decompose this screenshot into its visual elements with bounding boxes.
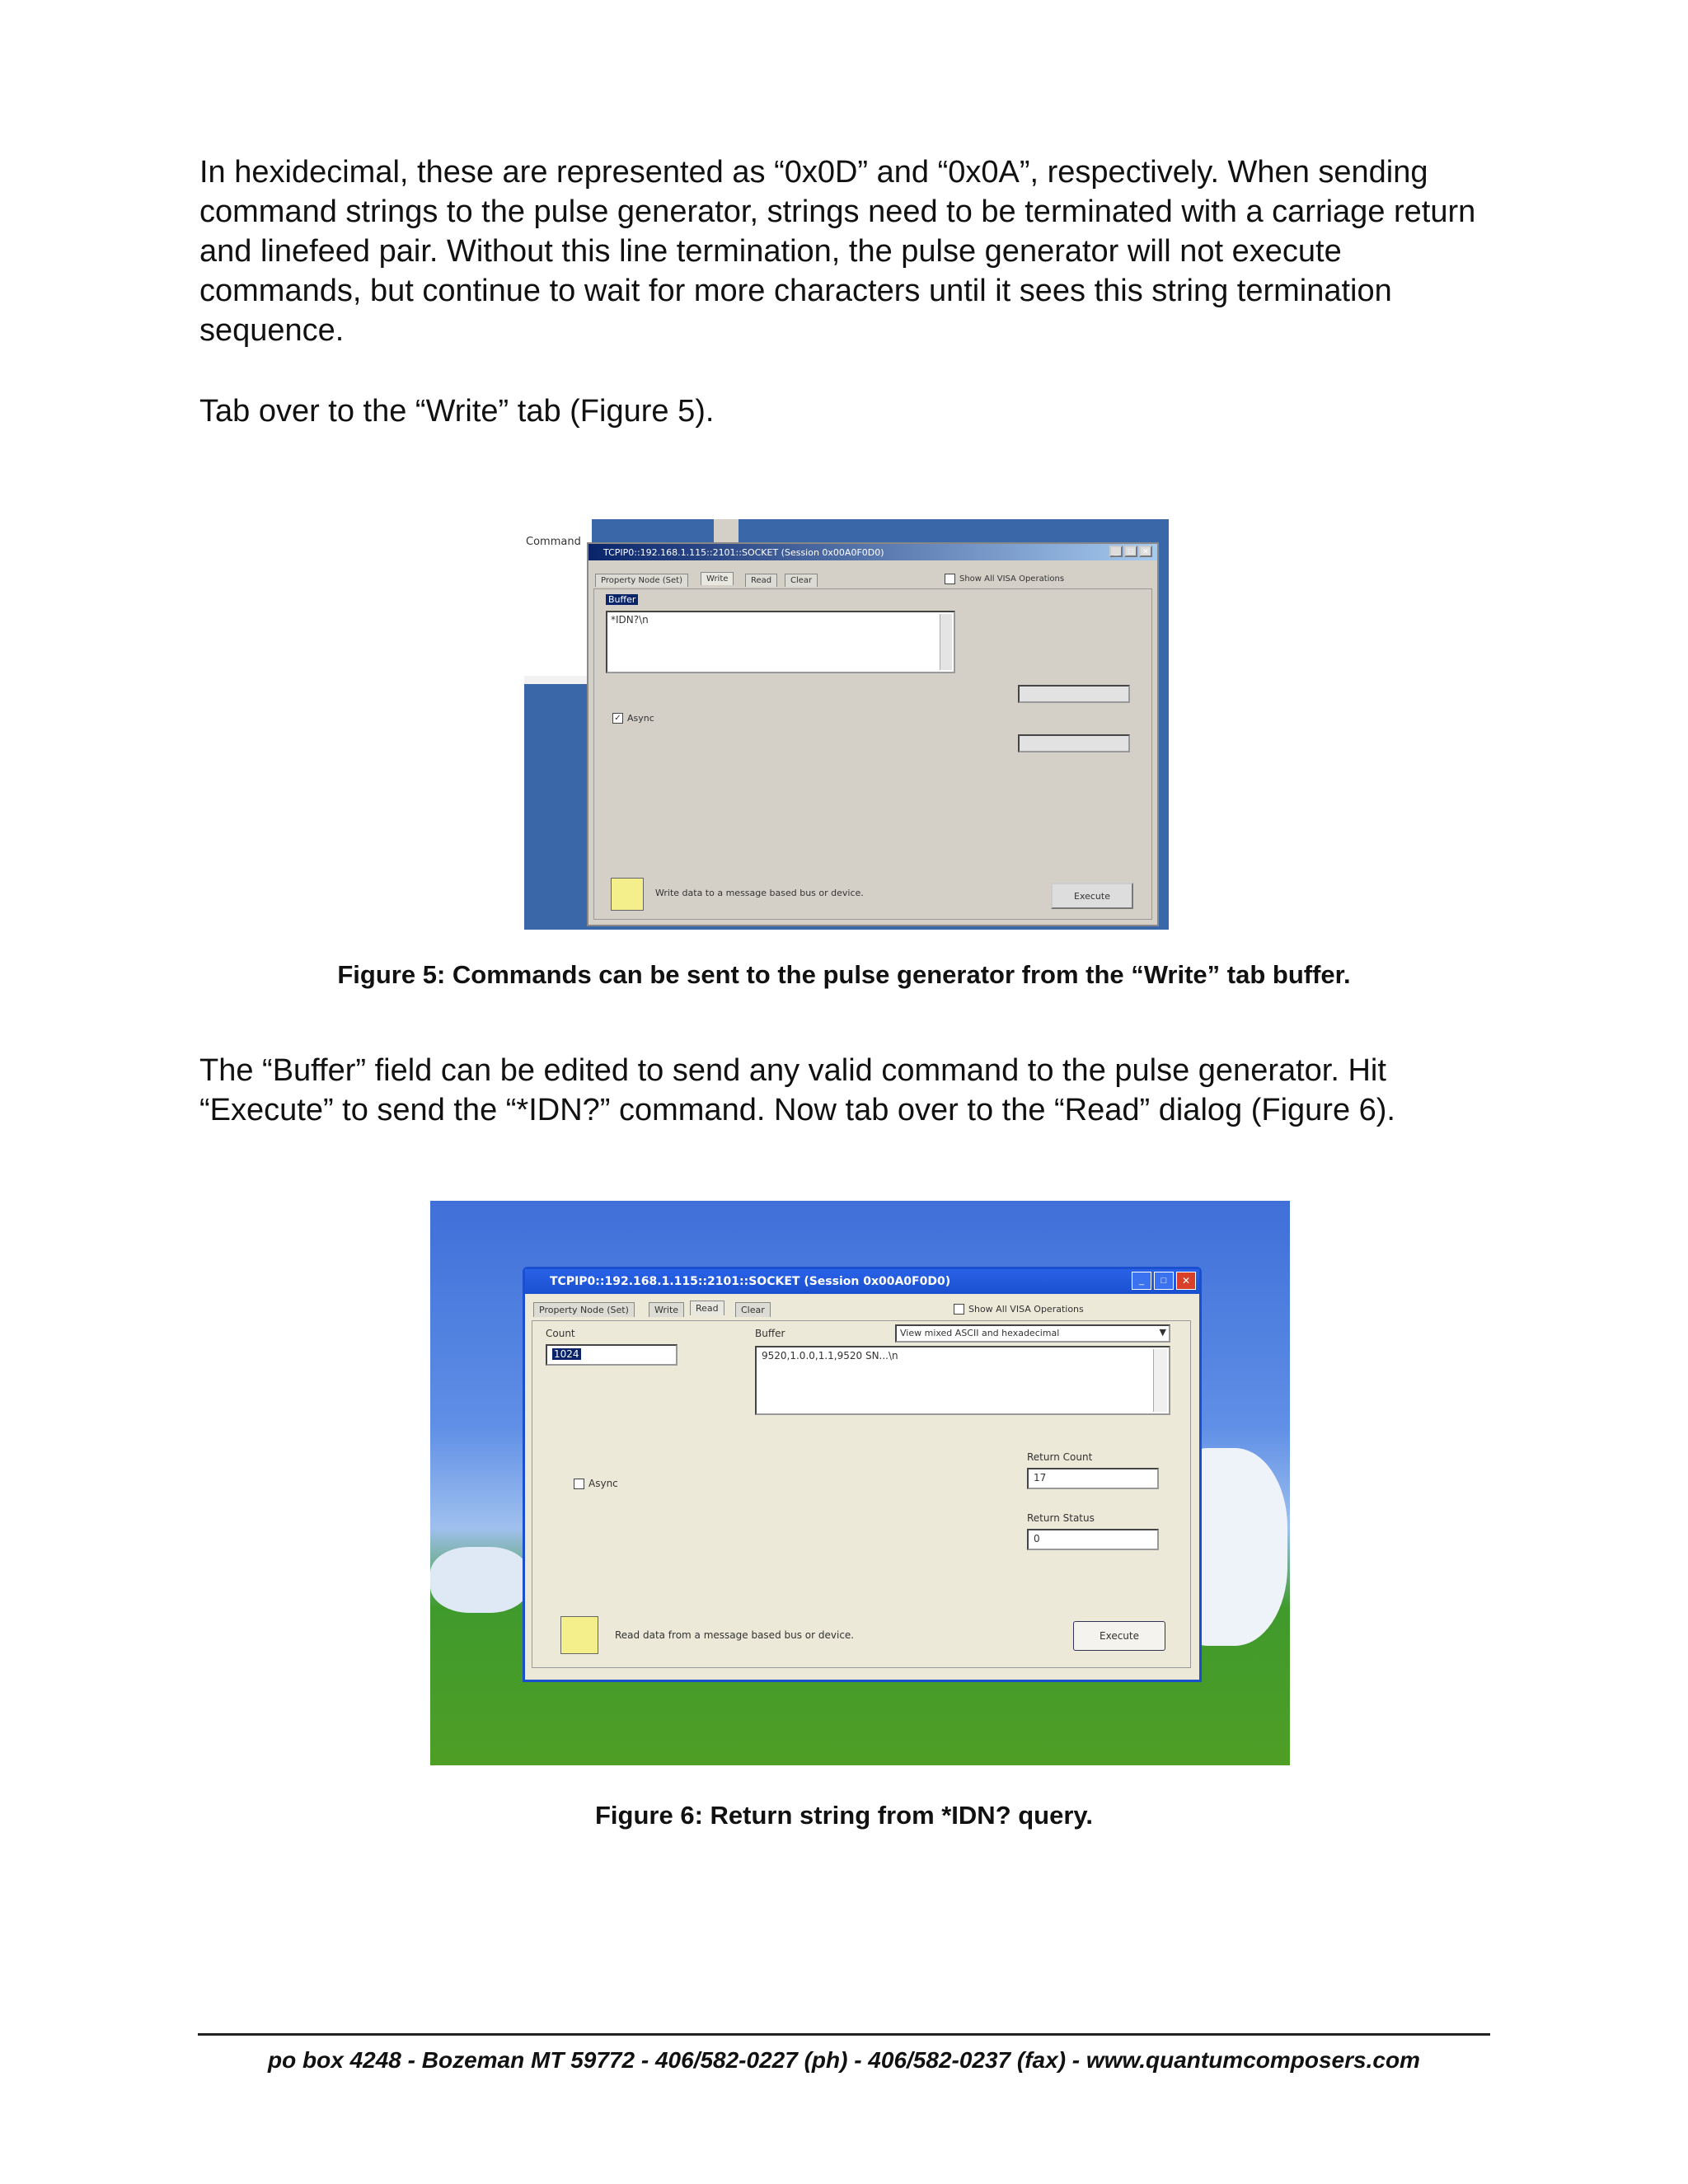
minimize-button[interactable]: _	[1109, 546, 1123, 557]
footer-contact: po box 4248 - Bozeman MT 59772 - 406/582-0227 (ph) - 406/582-0237 (fax) - www.quantumcomposers.com	[268, 2047, 1420, 2073]
maximize-button[interactable]: □	[1154, 1272, 1174, 1290]
show-all-visa-label: Show All VISA Operations	[959, 574, 1065, 583]
dialog-titlebar	[588, 544, 1157, 560]
tab-property-node[interactable]: Property Node (Set)	[595, 574, 688, 587]
write-buffer-value: *IDN?\n	[611, 614, 649, 626]
scrollbar[interactable]	[940, 614, 952, 670]
visa-read-dialog	[523, 1267, 1202, 1682]
figure-6-caption: Figure 6: Return string from *IDN? query.	[595, 1801, 1093, 1830]
read-function-icon	[560, 1616, 598, 1654]
return-count-label: Return Count	[1027, 1451, 1093, 1463]
checkbox-icon	[574, 1479, 584, 1489]
tab-clear[interactable]: Clear	[735, 1302, 771, 1317]
tab-read[interactable]: Read	[745, 574, 777, 587]
checkbox-checked-icon: ✓	[612, 713, 623, 724]
return-status-field[interactable]	[1027, 1529, 1159, 1550]
count-label: Count	[546, 1328, 575, 1339]
tab-clear[interactable]: Clear	[785, 574, 818, 587]
count-field[interactable]	[546, 1344, 678, 1366]
buffer-view-value: View mixed ASCII and hexadecimal	[900, 1328, 1060, 1338]
execute-button[interactable]: Execute	[1073, 1621, 1165, 1651]
maximize-button[interactable]: □	[1124, 546, 1137, 557]
close-button[interactable]: ✕	[1176, 1272, 1196, 1290]
return-status-field[interactable]	[1018, 734, 1130, 752]
dialog-title: TCPIP0::192.168.1.115::2101::SOCKET (Session 0x00A0F0D0)	[550, 1275, 951, 1288]
scrollbar[interactable]	[1153, 1349, 1167, 1412]
count-value: 1024	[554, 1348, 579, 1360]
status-text: Write data to a message based bus or device.	[655, 888, 864, 898]
paragraph-write-tab: Tab over to the “Write” tab (Figure 5).	[199, 394, 715, 429]
execute-button[interactable]: Execute	[1051, 883, 1133, 909]
write-buffer-field[interactable]	[606, 611, 955, 673]
figure-5-screenshot	[524, 519, 1169, 930]
figure-5-caption: Figure 5: Commands can be sent to the pulse generator from the “Write” tab buffer.	[337, 960, 1351, 989]
return-count-field[interactable]	[1027, 1468, 1159, 1489]
read-buffer-value: 9520,1.0.0,1.1,9520 SN...\n	[762, 1350, 898, 1361]
return-status-value: 0	[1034, 1533, 1040, 1544]
minimize-button[interactable]: _	[1132, 1272, 1151, 1290]
buffer-label: Buffer	[606, 594, 638, 605]
tab-property-node[interactable]: Property Node (Set)	[533, 1302, 635, 1317]
status-text: Read data from a message based bus or device.	[615, 1629, 855, 1641]
paragraph-line-termination: In hexidecimal, these are represented as “0x0D” and “0x0A”, respectively. When sending command strings to the pulse generator, strings need to be terminated with a carriage return and linefeed pair. Without this line termination, the pulse generator will not execute commands, but continue to wait for more characters until it sees this string termination sequence.	[199, 155, 1476, 348]
tab-read[interactable]: Read	[690, 1301, 724, 1315]
async-label: Async	[627, 713, 654, 724]
chevron-down-icon: ▼	[1159, 1327, 1166, 1338]
background-window	[524, 519, 592, 930]
read-tab-panel	[532, 1320, 1191, 1668]
async-checkbox[interactable]	[612, 713, 654, 724]
dialog-title: TCPIP0::192.168.1.115::2101::SOCKET (Session 0x00A0F0D0)	[603, 546, 884, 558]
tab-write[interactable]: Write	[701, 572, 734, 585]
show-all-visa-checkbox[interactable]	[945, 574, 1064, 584]
cloud-shape	[430, 1547, 529, 1613]
footer-rule	[198, 2033, 1490, 2036]
buffer-label: Buffer	[755, 1328, 785, 1339]
visa-write-dialog	[587, 542, 1159, 926]
return-count-value: 17	[1034, 1472, 1047, 1483]
tab-write[interactable]: Write	[649, 1302, 684, 1317]
return-count-field[interactable]	[1018, 685, 1130, 703]
write-tab-panel	[593, 588, 1152, 920]
buffer-view-select[interactable]	[895, 1324, 1170, 1343]
write-function-icon	[611, 878, 644, 911]
paragraph-buffer-field: The “Buffer” field can be edited to send any valid command to the pulse generator. Hit “Execute” to send the “*IDN?” command. Now tab over to the “Read” dialog (Figure 6).	[199, 1053, 1395, 1127]
dialog-titlebar	[525, 1269, 1199, 1294]
read-buffer-field[interactable]	[755, 1346, 1170, 1415]
show-all-visa-label: Show All VISA Operations	[968, 1304, 1084, 1315]
figure-6-screenshot	[430, 1201, 1290, 1765]
background-window-label: Command	[526, 536, 581, 548]
show-all-visa-checkbox[interactable]	[954, 1304, 1084, 1315]
async-label: Async	[588, 1478, 618, 1489]
close-button[interactable]: ✕	[1139, 546, 1152, 557]
return-status-label: Return Status	[1027, 1512, 1095, 1524]
checkbox-icon	[945, 574, 955, 584]
checkbox-icon	[954, 1304, 964, 1315]
async-checkbox[interactable]	[574, 1478, 618, 1489]
